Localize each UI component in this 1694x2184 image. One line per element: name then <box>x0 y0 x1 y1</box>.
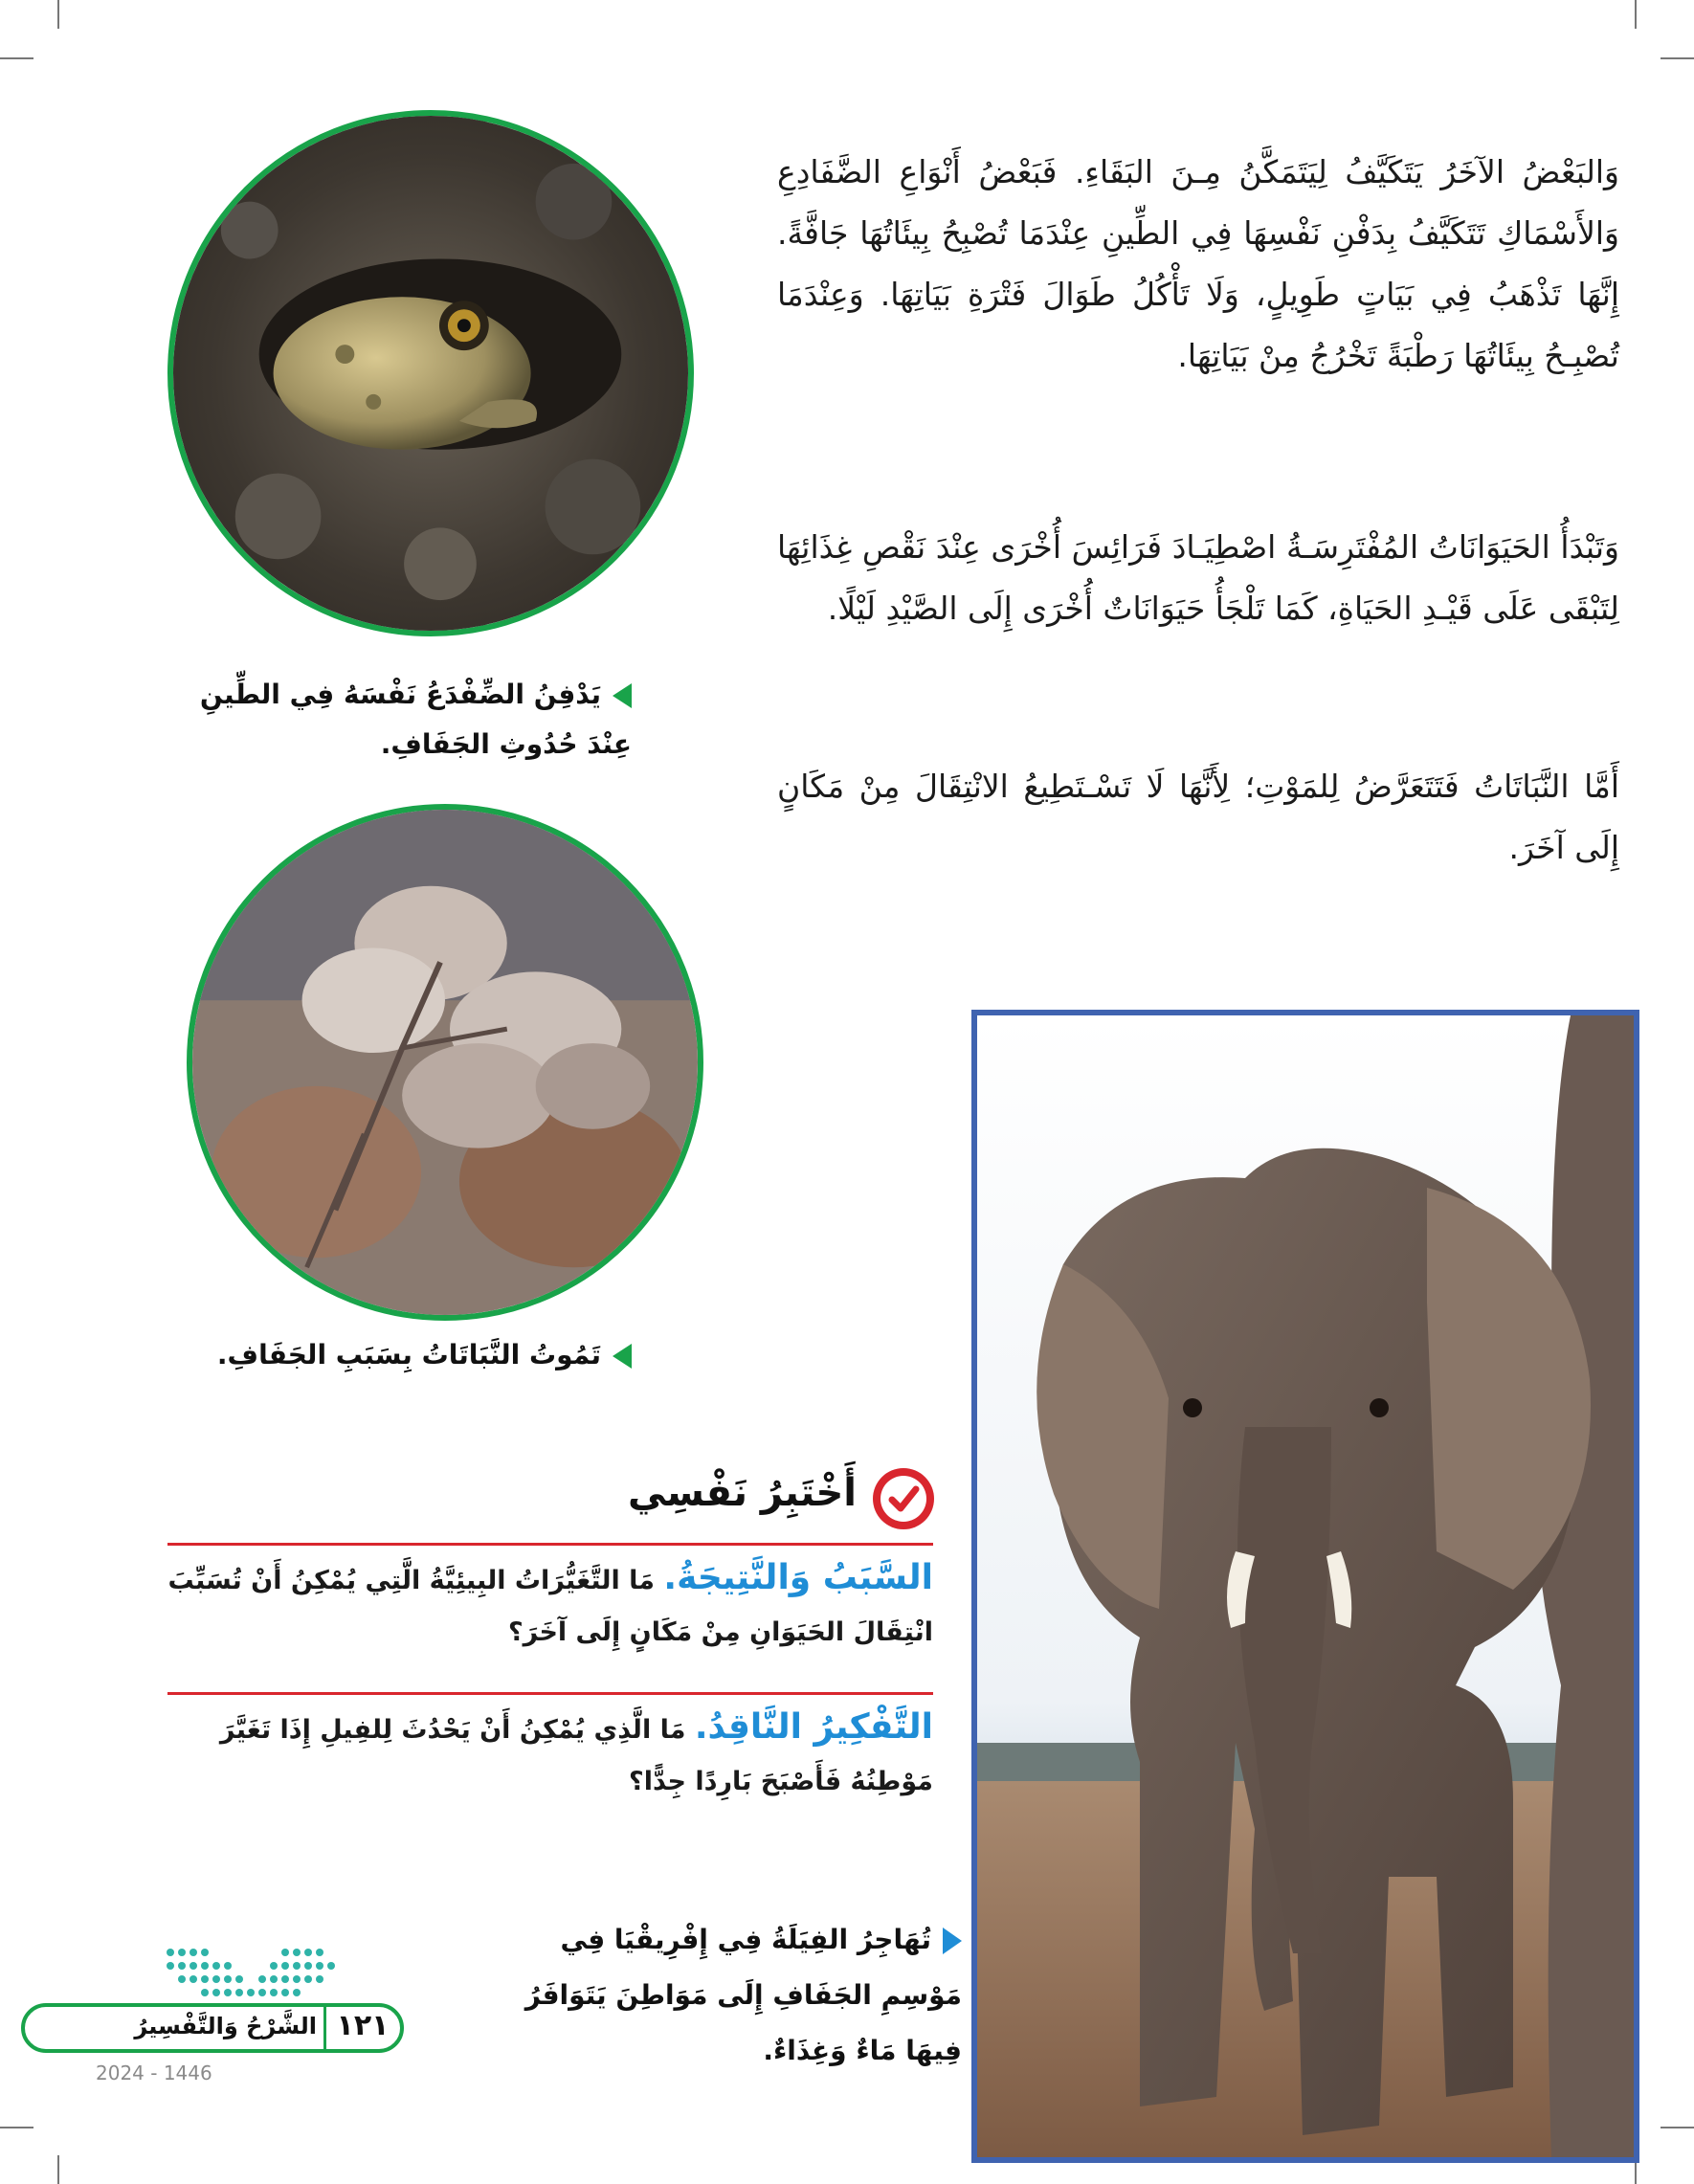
crop-mark <box>1661 57 1694 59</box>
crop-mark <box>57 2155 59 2184</box>
checkmark-icon <box>873 1468 934 1529</box>
question-key: السَّبَبُ وَالنَّتِيجَةُ. <box>663 1558 933 1597</box>
edition-year: 2024 - 1446 <box>96 2061 212 2084</box>
question-critical-thinking <box>167 1702 933 1808</box>
question-text: مَا التَّغَيُّرَاتُ البِيئِيَّةُ الَّتِي يُمْكِنُ أَنْ تُسَبِّبَ انْتِقَالَ الحَيَوَانِ مِنْ مَكَانٍ إِلَى آخَرَ؟ <box>167 1566 933 1647</box>
crop-mark <box>1661 2127 1694 2128</box>
frog-caption-text: يَدْفِنُ الضِّفْدَعُ نَفْسَهُ فِي الطِّينِ عِنْدَ حُدُوثِ الجَفَافِ. <box>199 679 632 760</box>
crop-mark <box>1635 0 1637 29</box>
page-number: ١٢١ <box>336 2009 390 2042</box>
paragraph-adaptation: وَالبَعْضُ الآخَرُ يَتَكَيَّفُ لِيَتَمَكَّنُ مِـنَ البَقَاءِ. فَبَعْضُ أَنْوَاعِ الضَّفَادِعِ وَالأَسْمَاكِ تَتَكَيَّفُ بِدَفْنِ نَفْسِهَا فِي الطِّينِ عِنْدَمَا تُصْبِحُ بِيئَاتُهَا جَافَّةً. إِنَّهَا تَذْهَبُ فِي بَيَاتٍ طَوِيلٍ، وَلَا تَأْكُلُ طَوَالَ فَتْرَةِ بَيَاتِهَا. وَعِنْدَمَا تُصْبِـحُ بِيئَاتُهَا رَطْبَةً تَخْرُجُ مِنْ بَيَاتِهَا. <box>777 153 1619 374</box>
crop-mark <box>0 2127 33 2128</box>
section-label: الشَّرْحُ وَالتَّفْسِيرُ <box>134 2013 317 2039</box>
elephant-caption-text: تُهَاجِرُ الفِيَلَةُ فِي إِفْرِيقْيَا فِي مَوْسِمِ الجَفَافِ إِلَى مَوَاطِنَ يَتَوَافَرُ فِيهَا مَاءٌ وَغِذَاءٌ. <box>524 1924 962 2066</box>
self-test-title: أَخْتَبِرُ نَفْسِي <box>628 1471 857 1515</box>
paragraph-predators: وَتَبْدَأُ الحَيَوَانَاتُ المُفْتَرِسَـةُ اصْطِيَـادَ فَرَائِسَ أُخْرَى عِنْدَ نَقْصِ غِذَائِهَا لِتَبْقَى عَلَى قَيْـدِ الحَيَاةِ، كَمَا تَلْجَأُ حَيَوَانَاتٌ أُخْرَى إِلَى الصَّيْدِ لَيْلًا. <box>777 528 1619 627</box>
caption-marker-icon <box>613 1344 632 1369</box>
plants-caption-text: تَمُوتُ النَّبَاتَاتُ بِسَبَبِ الجَفَافِ. <box>216 1339 601 1371</box>
frog-photo <box>167 110 694 636</box>
page-footer-tab <box>21 2003 404 2053</box>
crop-mark <box>57 0 59 29</box>
crop-mark <box>0 57 33 59</box>
elephant-caption <box>498 1912 962 2079</box>
ministry-logo-icon <box>161 1943 343 2000</box>
dry-leaves-illustration <box>192 810 698 1315</box>
question-text: مَا الَّذِي يُمْكِنُ أَنْ يَحْدُثَ لِلفِيلِ إِذَا تَغَيَّرَ مَوْطِنُهُ فَأَصْبَحَ بَارِدًا جِدًّا؟ <box>219 1715 933 1796</box>
paragraph-plants: أَمَّا النَّبَاتَاتُ فَتَتَعَرَّضُ لِلمَوْتِ؛ لِأَنَّهَا لَا تَسْـتَطِيعُ الانْتِقَالَ مِنْ مَكَانٍ إِلَى آخَرَ. <box>777 768 1619 866</box>
elephant-photo <box>971 1010 1639 2163</box>
divider <box>167 1692 933 1695</box>
caption-marker-icon <box>943 1928 962 1954</box>
page-divider <box>323 2007 326 2049</box>
frog-caption <box>191 670 632 769</box>
frog-illustration <box>173 116 688 631</box>
plants-caption <box>191 1330 632 1380</box>
question-cause-effect <box>167 1552 933 1659</box>
divider <box>167 1543 933 1546</box>
elephant-illustration <box>977 1015 1634 2157</box>
caption-marker-icon <box>613 683 632 708</box>
question-key: التَّفْكِيرُ النَّاقِدُ. <box>694 1707 933 1747</box>
plants-photo <box>187 804 703 1321</box>
